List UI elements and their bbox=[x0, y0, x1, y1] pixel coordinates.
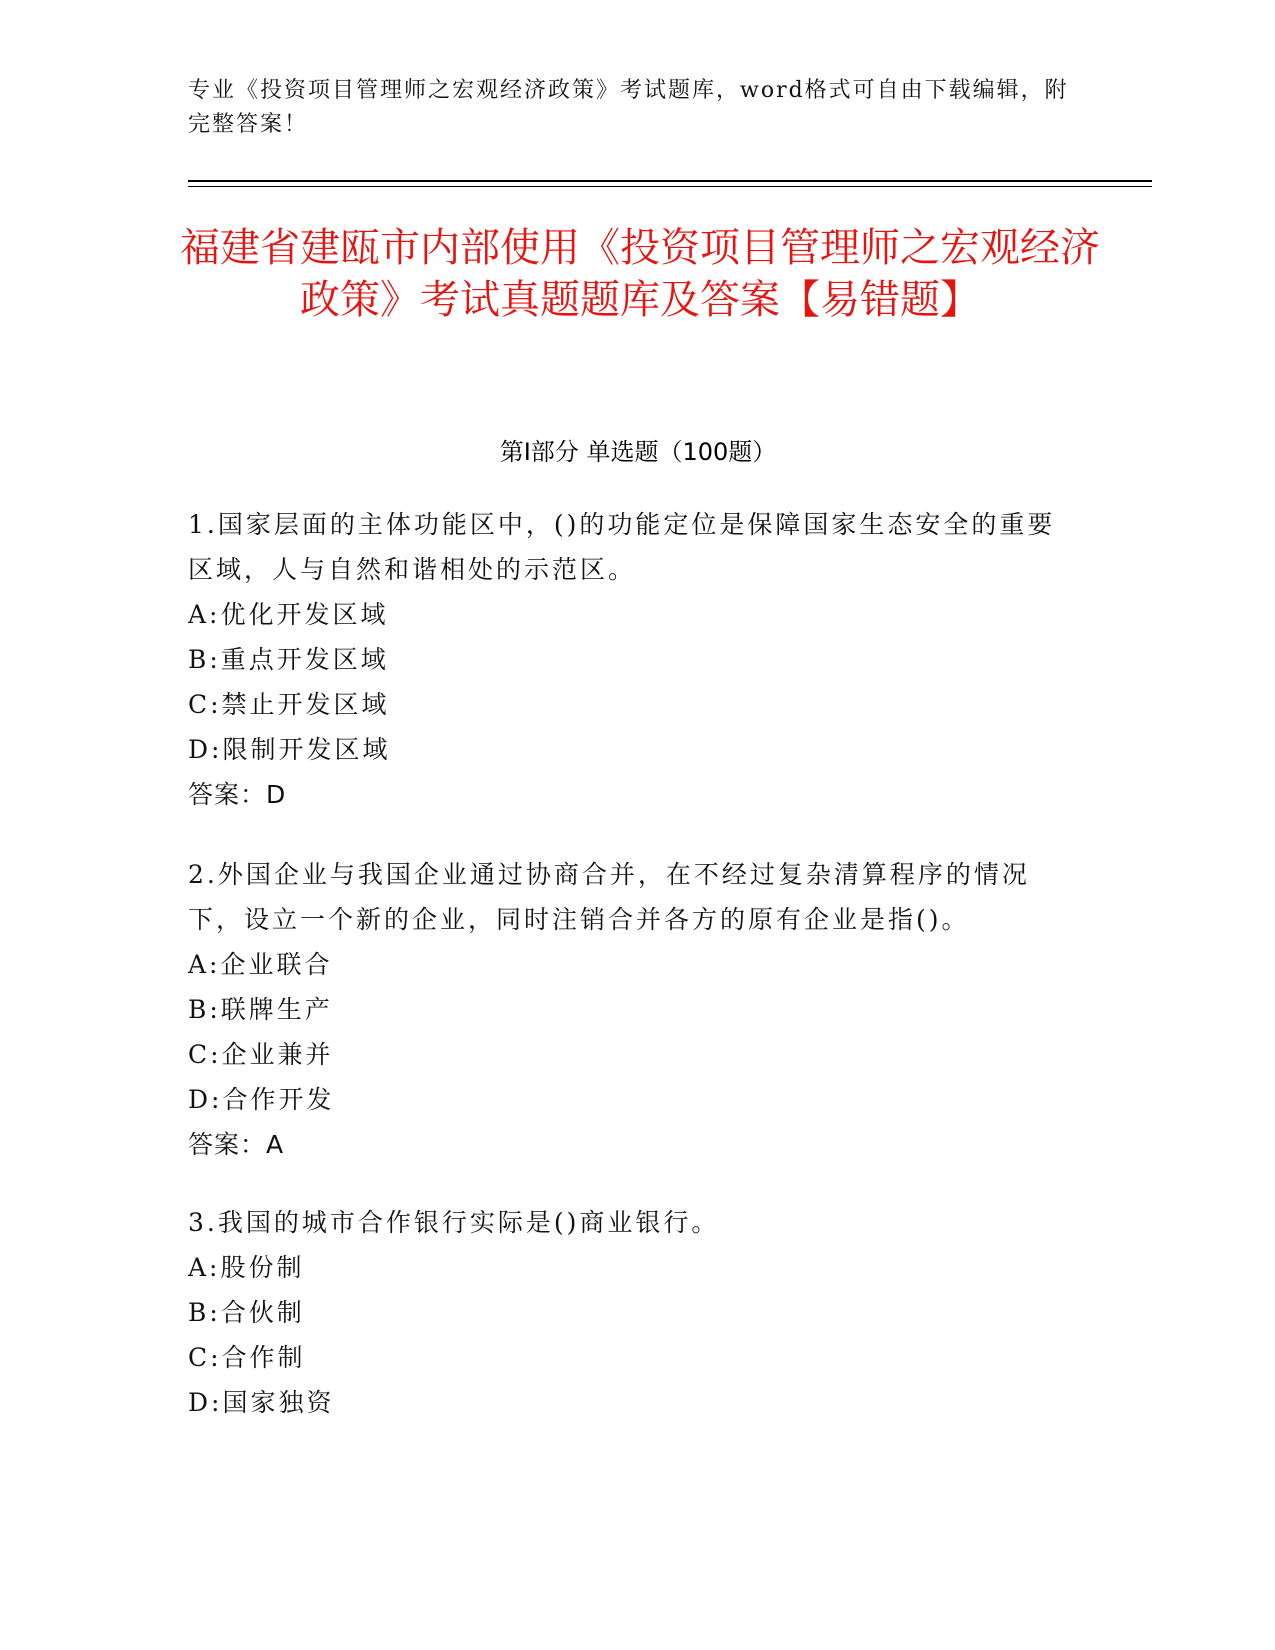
option-d: D:限制开发区域 bbox=[188, 735, 391, 764]
option-a: A:优化开发区域 bbox=[188, 600, 389, 629]
header-rule bbox=[188, 180, 1152, 182]
document-title: 福建省建瓯市内部使用《投资项目管理师之宏观经济政策》考试真题题库及答案【易错题】 bbox=[180, 225, 1100, 323]
option-d: D:合作开发 bbox=[188, 1085, 335, 1114]
option-a: A:股份制 bbox=[188, 1253, 305, 1282]
header-note: 专业《投资项目管理师之宏观经济政策》考试题库，word格式可自由下载编辑，附完整答案！ bbox=[188, 78, 1069, 137]
option-d: D:国家独资 bbox=[188, 1388, 335, 1417]
section-title: 第Ⅰ部分 单选题（100题） bbox=[499, 438, 777, 466]
option-a: A:企业联合 bbox=[188, 950, 333, 979]
option-c: C:禁止开发区域 bbox=[188, 690, 390, 719]
answer: 答案：D bbox=[188, 780, 287, 809]
question-stem: 3.我国的城市合作银行实际是()商业银行。 bbox=[188, 1208, 720, 1237]
question-stem: 1.国家层面的主体功能区中，()的功能定位是保障国家生态安全的重要区域，人与自然和谐相处的示范区。 bbox=[188, 510, 1056, 584]
question-stem: 2.外国企业与我国企业通过协商合并，在不经过复杂清算程序的情况下，设立一个新的企业，同时注销合并各方的原有企业是指()。 bbox=[188, 860, 1030, 934]
option-b: B:重点开发区域 bbox=[188, 645, 389, 674]
question-1 bbox=[188, 502, 1068, 817]
question-3 bbox=[188, 1200, 1068, 1425]
answer: 答案：A bbox=[188, 1130, 285, 1159]
question-2 bbox=[188, 852, 1068, 1167]
option-c: C:合作制 bbox=[188, 1343, 306, 1372]
header-rule-thin bbox=[188, 186, 1152, 187]
option-c: C:企业兼并 bbox=[188, 1040, 334, 1069]
option-b: B:合伙制 bbox=[188, 1298, 305, 1327]
option-b: B:联牌生产 bbox=[188, 995, 333, 1024]
